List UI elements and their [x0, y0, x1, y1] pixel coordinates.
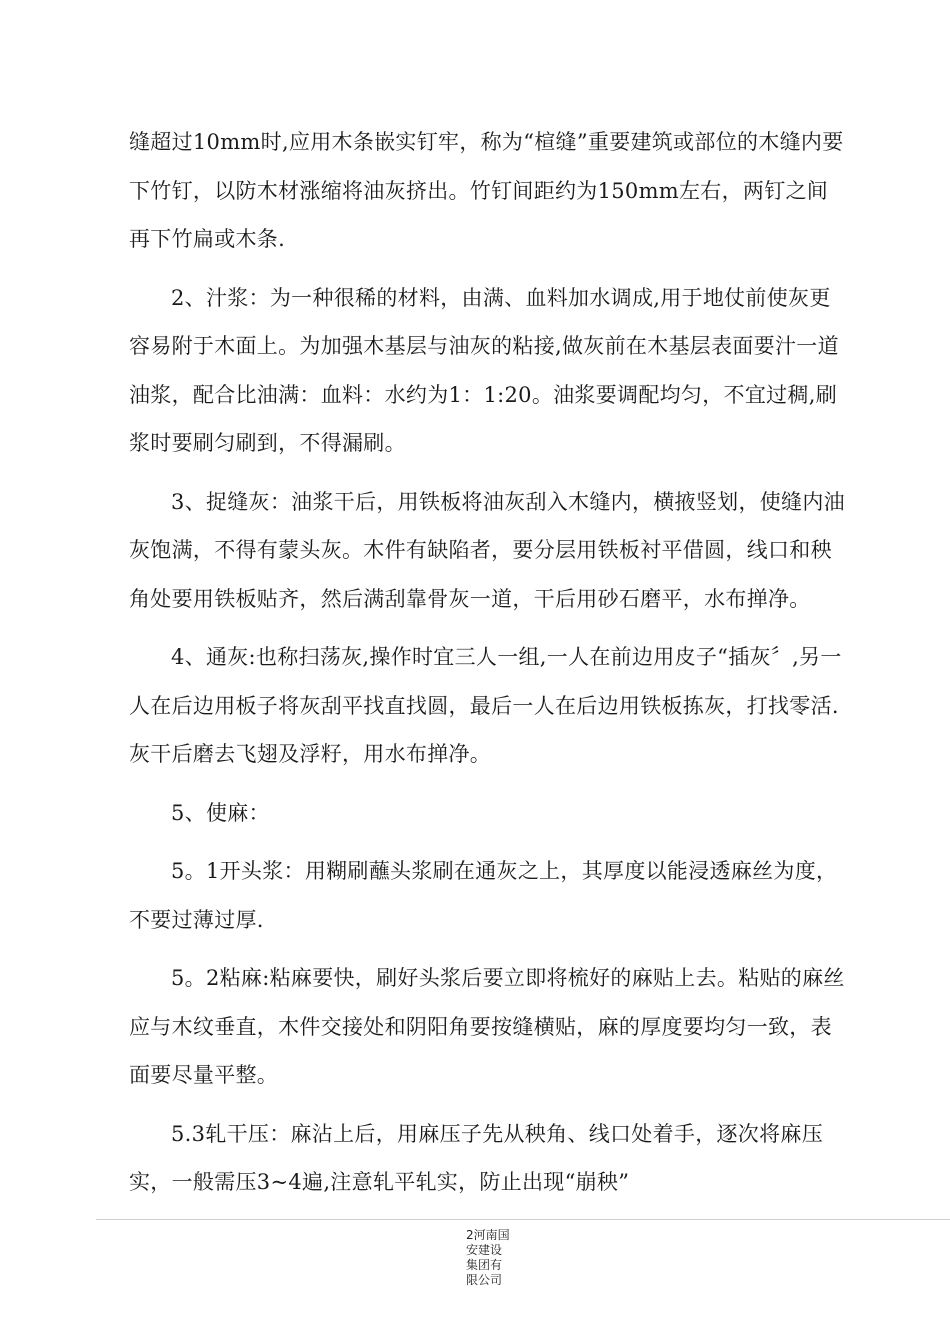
document-body	[129, 118, 845, 1217]
paragraph-step-4-base-coat: 4、通灰:也称扫荡灰,操作时宜三人一组,一人在前边用皮子“插灰〞,另一人在后边用板子将灰刮平找直找圆，最后一人在后边用铁板拣灰，打找零活.灰干后磨去飞翅及浮籽，用水布掸净。	[129, 645, 842, 766]
paragraph-wood-seam: 缝超过10mm时,应用木条嵌实钉牢，称为“楦缝”重要建筑或部位的木缝内要下竹钉，以防木材涨缩将油灰挤出。竹钉间距约为150mm左右，两钉之间再下竹扁或木条.	[129, 130, 844, 251]
paragraph-step-5-3: 5.3轧干压：麻沾上后，用麻压子先从秧角、线口处着手，逐次将麻压实，一般需压3~4遍,注意轧平轧实，防止出现“崩秧”	[129, 1121, 823, 1194]
page-footer: 2河南国安建设集团有限公司	[466, 1228, 510, 1287]
paragraph-step-5-1: 5。1开头浆：用糊刷蘸头浆刷在通灰之上，其厚度以能浸透麻丝为度，不要过薄过厚.	[129, 859, 838, 932]
paragraph-step-5-heading: 5、使麻：	[171, 800, 270, 825]
paragraph-step-2-slurry: 2、汁浆：为一种很稀的材料，由满、血料加水调成,用于地仗前使灰更容易附于木面上。为加强木基层与油灰的粘接,做灰前在木基层表面要汁一道油浆，配合比油满：血料：水约为1：1:20。油浆要调配均匀，不宜过稠,刷浆时要刷匀刷到，不得漏刷。	[129, 285, 839, 455]
paragraph-step-5-2: 5。2粘麻:粘麻要快，刷好头浆后要立即将梳好的麻贴上去。粘贴的麻丝应与木纹垂直，木件交接处和阴阳角要按缝横贴，麻的厚度要均匀一致，表面要尽量平整。	[129, 966, 845, 1087]
footer-divider	[96, 1219, 950, 1220]
paragraph-step-3-seam-filling: 3、捉缝灰：油浆干后，用铁板将油灰刮入木缝内，横掖竖划，使缝内油灰饱满，不得有蒙头灰。木件有缺陷者，要分层用铁板衬平借圆，线口和秧角处要用铁板贴齐，然后满刮靠骨灰一道，干后用砂石磨平，水布掸净。	[129, 489, 845, 611]
